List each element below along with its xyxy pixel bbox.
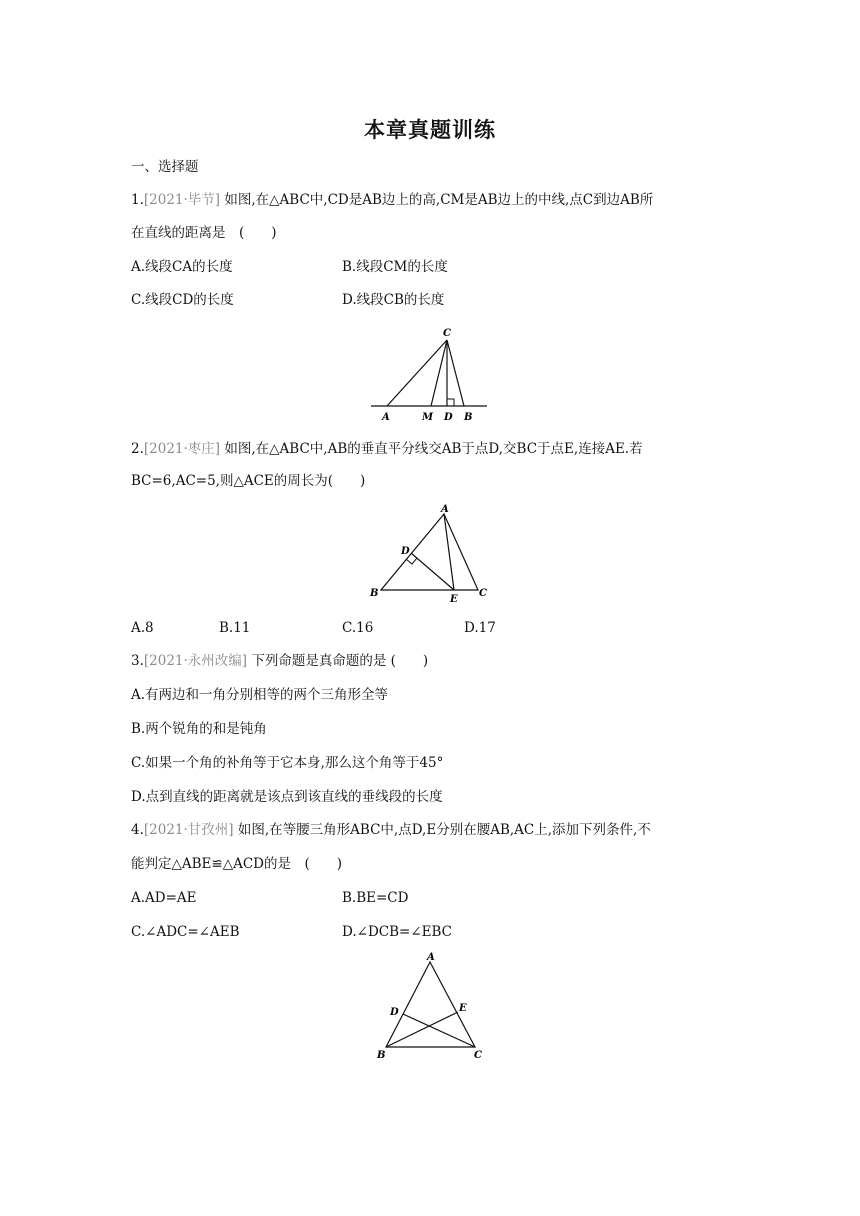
label-d: D bbox=[390, 1007, 399, 1018]
label-b: B bbox=[370, 588, 379, 599]
label-c: C bbox=[443, 328, 451, 339]
question-3-number: 3. bbox=[131, 653, 144, 669]
label-c: C bbox=[474, 1050, 482, 1061]
question-2-figure bbox=[365, 502, 495, 604]
question-2-text-cont: BC=6,AC=5,则△ACE的周长为( ) bbox=[131, 473, 366, 489]
question-4-figure bbox=[370, 948, 490, 1064]
question-2-option-a[interactable]: A.8 bbox=[131, 620, 154, 636]
question-4-option-d[interactable]: D.∠DCB=∠EBC bbox=[342, 924, 452, 940]
label-e: E bbox=[459, 1003, 467, 1014]
question-2-option-d[interactable]: D.17 bbox=[464, 620, 496, 636]
triangle-abc bbox=[381, 514, 478, 590]
question-1-number: 1. bbox=[131, 192, 144, 208]
label-a: A bbox=[441, 504, 449, 515]
segment-ca bbox=[387, 340, 447, 406]
label-b: B bbox=[377, 1050, 386, 1061]
page-title: 本章真题训练 bbox=[364, 118, 496, 142]
label-a: A bbox=[427, 952, 435, 963]
question-3-option-c[interactable]: C.如果一个角的补角等于它本身,那么这个角等于45° bbox=[131, 755, 444, 771]
segment-cb bbox=[447, 340, 464, 406]
question-1-option-a[interactable]: A.线段CA的长度 bbox=[131, 259, 233, 275]
question-3-option-a[interactable]: A.有两边和一角分别相等的两个三角形全等 bbox=[131, 687, 389, 703]
question-2 bbox=[131, 439, 643, 459]
question-4-option-a[interactable]: A.AD=AE bbox=[131, 890, 197, 906]
question-3-option-d[interactable]: D.点到直线的距离就是该点到该直线的垂线段的长度 bbox=[131, 789, 443, 805]
question-1 bbox=[131, 190, 653, 210]
question-2-option-b[interactable]: B.11 bbox=[219, 620, 251, 636]
label-m: M bbox=[422, 412, 434, 423]
right-angle-mark bbox=[447, 399, 454, 406]
question-1-text: 如图,在△ABC中,CD是AB边上的高,CM是AB边上的中线,点C到边AB所 bbox=[220, 192, 654, 208]
question-4-text: 如图,在等腰三角形ABC中,点D,E分别在腰AB,AC上,添加下列条件,不 bbox=[233, 822, 651, 838]
question-2-option-c[interactable]: C.16 bbox=[342, 620, 374, 636]
question-1-text-cont: 在直线的距离是 ( ) bbox=[131, 225, 277, 241]
question-4-option-b[interactable]: B.BE=CD bbox=[342, 890, 409, 906]
segment-cd bbox=[403, 1014, 475, 1047]
question-1-source: [2021·毕节] bbox=[143, 192, 221, 208]
label-c: C bbox=[479, 588, 487, 599]
question-4 bbox=[131, 820, 651, 840]
question-4-source: [2021·甘孜州] bbox=[143, 822, 234, 838]
question-3 bbox=[131, 651, 428, 671]
right-angle-mark bbox=[406, 558, 417, 564]
question-4-option-c[interactable]: C.∠ADC=∠AEB bbox=[131, 924, 240, 940]
question-4-text-cont: 能判定△ABE≌△ACD的是 ( ) bbox=[131, 856, 343, 872]
label-a: A bbox=[382, 412, 390, 423]
question-1-figure bbox=[365, 322, 495, 428]
question-3-source: [2021·永州改编] bbox=[143, 653, 248, 669]
segment-de bbox=[411, 553, 454, 590]
label-b: B bbox=[464, 412, 473, 423]
question-2-text: 如图,在△ABC中,AB的垂直平分线交AB于点D,交BC于点E,连接AE.若 bbox=[220, 441, 643, 457]
question-4-number: 4. bbox=[131, 822, 144, 838]
section-heading: 一、选择题 bbox=[131, 159, 199, 175]
question-1-option-c[interactable]: C.线段CD的长度 bbox=[131, 292, 234, 308]
question-1-option-d[interactable]: D.线段CB的长度 bbox=[342, 292, 445, 308]
question-3-text: 下列命题是真命题的是 ( ) bbox=[247, 653, 429, 669]
segment-cm bbox=[431, 340, 447, 406]
question-3-option-b[interactable]: B.两个锐角的和是钝角 bbox=[131, 721, 267, 737]
question-1-option-b[interactable]: B.线段CM的长度 bbox=[342, 259, 448, 275]
label-d: D bbox=[444, 412, 453, 423]
question-2-number: 2. bbox=[131, 441, 144, 457]
question-2-source: [2021·枣庄] bbox=[143, 441, 221, 457]
label-e: E bbox=[450, 594, 458, 605]
label-d: D bbox=[401, 546, 410, 557]
